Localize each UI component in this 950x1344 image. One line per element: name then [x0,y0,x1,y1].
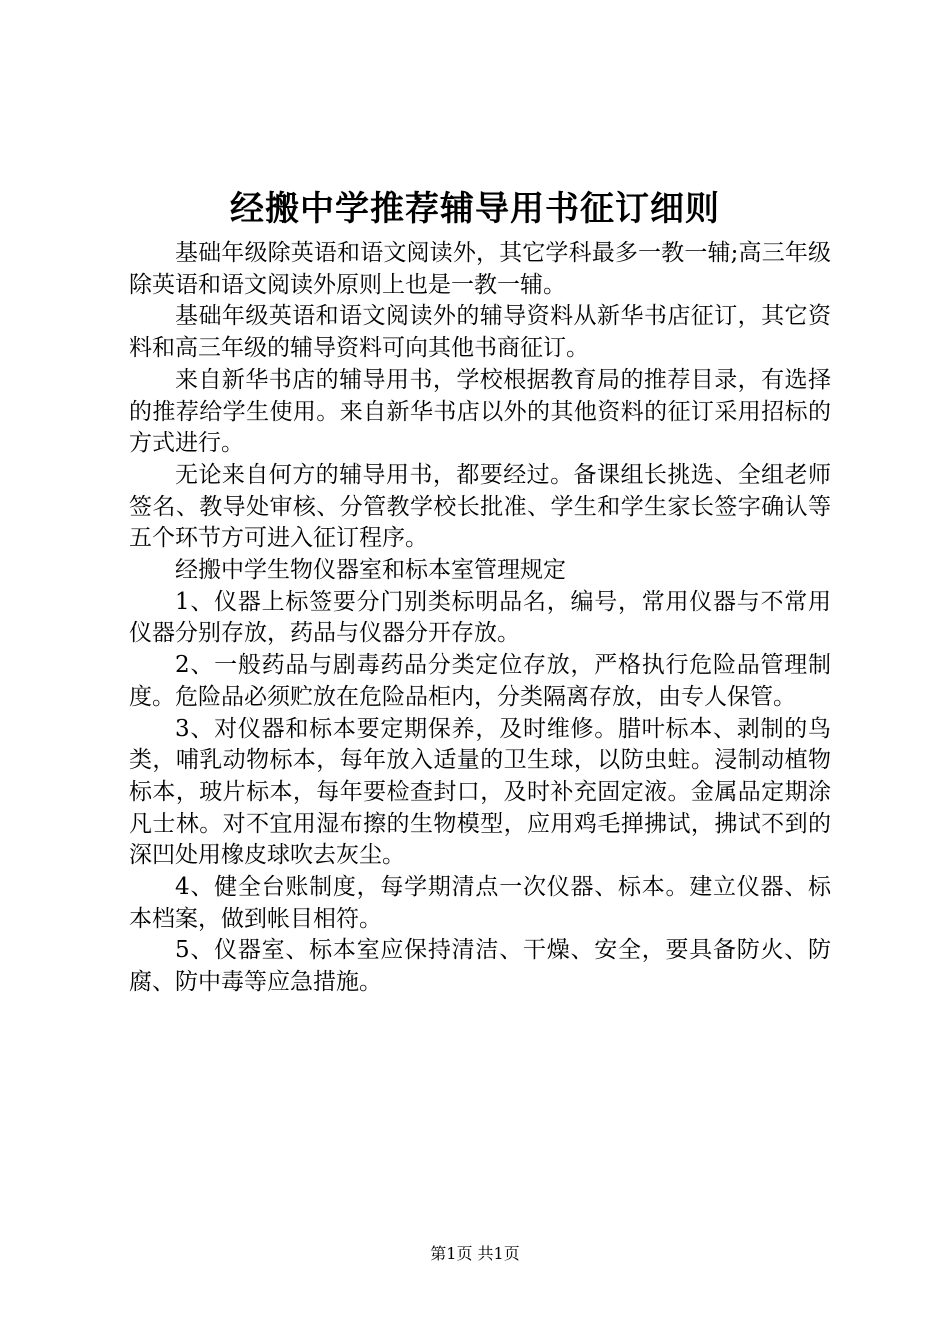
rule-item-3: 3、对仪器和标本要定期保养，及时维修。腊叶标本、剥制的鸟类，哺乳动物标本，每年放入适量的卫生球，以防虫蛀。浸制动植物标本，玻片标本，每年要检查封口，及时补充固定液。金属品定期涂凡士林。对不宜用湿布擦的生物模型，应用鸡毛掸拂试，拂试不到的深凹处用橡皮球吹去灰尘。 [129,715,831,869]
paragraph-1: 基础年级除英语和语文阅读外，其它学科最多一教一辅;高三年级除英语和语文阅读外原则上也是一教一辅。 [129,240,831,298]
document-title: 经搬中学推荐辅导用书征订细则 [230,189,720,229]
section-heading: 经搬中学生物仪器室和标本室管理规定 [175,557,566,584]
rule-item-1: 1、仪器上标签要分门别类标明品名，编号，常用仪器与不常用仪器分别存放，药品与仪器分开存放。 [129,588,831,647]
rule-item-4: 4、健全台账制度，每学期清点一次仪器、标本。建立仪器、标本档案，做到帐目相符。 [129,874,831,932]
page-footer: 第1页 共1页 [430,1244,520,1263]
rule-item-5: 5、仪器室、标本室应保持清洁、干燥、安全，要具备防火、防腐、防中毒等应急措施。 [129,937,831,996]
paragraph-4: 无论来自何方的辅导用书，都要经过。备课组长挑选、全组老师签名、教导处审核、分管教学校长批准、学生和学生家长签字确认等五个环节方可进入征订程序。 [129,461,831,552]
document-body [129,238,831,999]
rule-item-2: 2、一般药品与剧毒药品分类定位存放，严格执行危险品管理制度。危险品必须贮放在危险品柜内，分类隔离存放，由专人保管。 [129,652,831,710]
paragraph-3: 来自新华书店的辅导用书，学校根据教育局的推荐目录，有选择的推荐给学生使用。来自新华书店以外的其他资料的征订采用招标的方式进行。 [129,366,831,457]
paragraph-2: 基础年级英语和语文阅读外的辅导资料从新华书店征订，其它资料和高三年级的辅导资料可向其他书商征订。 [129,303,831,362]
